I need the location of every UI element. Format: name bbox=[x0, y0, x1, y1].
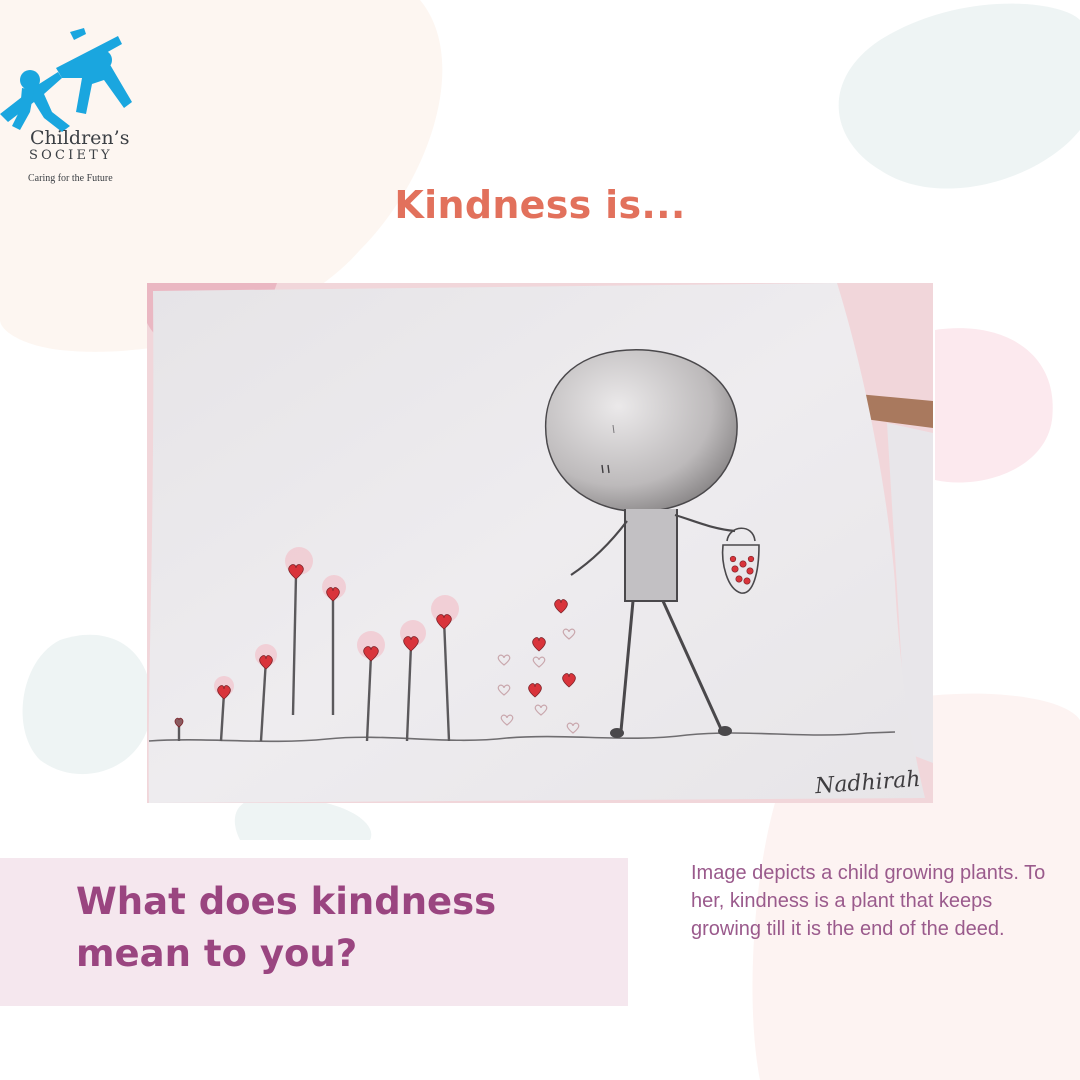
drawing-paper bbox=[149, 283, 925, 803]
organization-tagline: Caring for the Future bbox=[28, 173, 113, 184]
blob-right-mid bbox=[935, 328, 1053, 482]
blob-bottom-center bbox=[235, 798, 371, 840]
blob-left-mid bbox=[23, 635, 152, 774]
artwork-caption: Image depicts a child growing plants. To her, kindness is a plant that keeps growing till it is the end of the deed. bbox=[691, 862, 1046, 940]
artist-signature: Nadhirah bbox=[814, 766, 922, 800]
blob-top-right bbox=[839, 4, 1080, 189]
children-holding-hands-icon bbox=[0, 22, 140, 132]
organization-name-line2: SOCIETY bbox=[29, 148, 113, 163]
kindness-drawing bbox=[147, 283, 933, 803]
organization-name: Children’s bbox=[30, 127, 130, 149]
figure-head bbox=[546, 350, 737, 512]
figure-right-foot bbox=[718, 726, 732, 736]
organization-logo bbox=[0, 22, 150, 192]
question-heading: What does kindness mean to you? bbox=[76, 880, 497, 975]
figure-body bbox=[625, 509, 677, 601]
figure-left-foot bbox=[610, 728, 624, 738]
headline: Kindness is... bbox=[394, 183, 686, 227]
